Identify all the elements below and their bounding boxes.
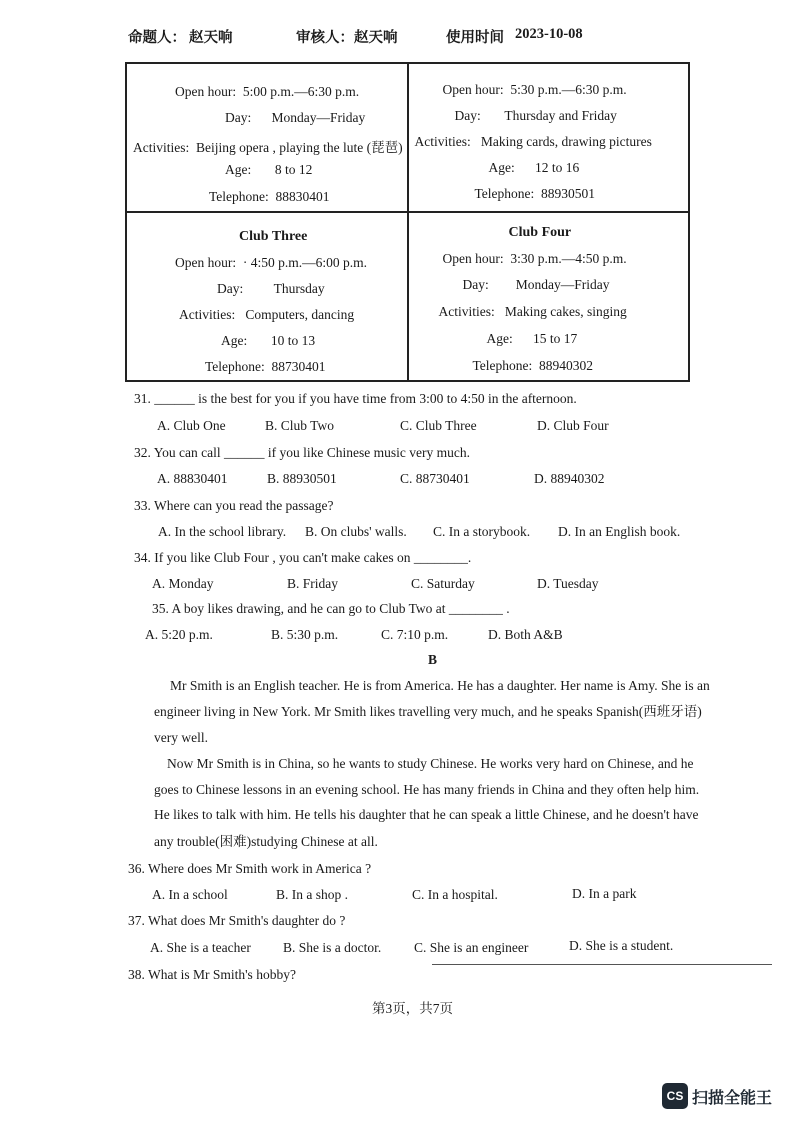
q33-option-c: C. In a storybook. bbox=[433, 524, 531, 539]
q33-option-a: A. In the school library. bbox=[158, 524, 287, 539]
passage-line-2: engineer living in New York. Mr Smith likes travelling very much, and he speaks Spanish(西班牙语) bbox=[154, 704, 702, 719]
club-four-open-hour: Open hour: 3:30 p.m.—4:50 p.m. bbox=[442, 251, 627, 266]
question-34-stem: 34. If you like Club Four , you can't make cakes on ________. bbox=[134, 550, 472, 565]
date: 2023-10-08 bbox=[515, 26, 583, 42]
club-one-open-hour: Open hour: 5:00 p.m.—6:30 p.m. bbox=[175, 84, 360, 99]
passage-line-5: goes to Chinese lessons in an evening school. He has many friends in China and they often help him. bbox=[154, 782, 700, 797]
camscanner-label: 扫描全能王 bbox=[692, 1088, 773, 1107]
club-one-day: Day: Monday—Friday bbox=[225, 110, 366, 125]
passage-line-7: any trouble(困难)studying Chinese at all. bbox=[154, 834, 378, 849]
club-four-age: Age: 15 to 17 bbox=[486, 331, 578, 346]
q34-option-b: B. Friday bbox=[287, 576, 339, 591]
club-two-day: Day: Thursday and Friday bbox=[454, 108, 617, 123]
club-four-title: Club Four bbox=[508, 225, 572, 240]
q32-option-a: A. 88830401 bbox=[157, 471, 228, 486]
club-one-age: Age: 8 to 12 bbox=[225, 162, 313, 177]
author-name: 赵天响 bbox=[189, 30, 233, 46]
club-three-day: Day: Thursday bbox=[217, 281, 325, 296]
club-three-telephone: Telephone: 88730401 bbox=[205, 359, 326, 374]
author-label: 命题人： bbox=[128, 30, 186, 46]
club-one-activities: Activities: Beijing opera , playing the lute (琵琶) bbox=[133, 140, 403, 155]
question-33-stem: 33. Where can you read the passage? bbox=[134, 498, 334, 513]
club-two-telephone: Telephone: 88930501 bbox=[474, 186, 596, 201]
club-four-cell bbox=[408, 212, 690, 381]
reviewer: 审核人：赵天响 bbox=[296, 30, 398, 46]
club-table bbox=[125, 62, 690, 382]
q37-option-d: D. She is a student. bbox=[569, 938, 674, 953]
question-35-stem: 35. A boy likes drawing, and he can go to Club Two at ________ . bbox=[152, 601, 510, 616]
q34-option-d: D. Tuesday bbox=[537, 576, 599, 591]
section-b-heading: B bbox=[428, 652, 438, 667]
camscanner-logo-icon: CS bbox=[662, 1083, 688, 1109]
q31-option-c: C. Club Three bbox=[400, 418, 477, 433]
club-three-cell bbox=[126, 212, 408, 381]
club-two-cell bbox=[408, 63, 690, 212]
q35-option-b: B. 5:30 p.m. bbox=[271, 627, 339, 642]
q32-option-b: B. 88930501 bbox=[267, 471, 337, 486]
q33-option-d: D. In an English book. bbox=[558, 524, 681, 539]
club-three-activities: Activities: Computers, dancing bbox=[179, 307, 355, 322]
q37-option-b: B. She is a doctor. bbox=[283, 940, 382, 955]
club-two-open-hour: Open hour: 5:30 p.m.—6:30 p.m. bbox=[442, 82, 627, 97]
q33-option-b: B. On clubs' walls. bbox=[305, 524, 407, 539]
passage-line-1: Mr Smith is an English teacher. He is from America. He has a daughter. Her name is Amy. She is an bbox=[170, 678, 710, 693]
date-label: 使用时间 bbox=[446, 30, 504, 46]
q36-option-c: C. In a hospital. bbox=[412, 887, 498, 902]
question-38-stem: 38. What is Mr Smith's hobby? bbox=[128, 967, 296, 982]
club-four-day: Day: Monday—Friday bbox=[462, 277, 610, 292]
club-one-telephone: Telephone: 88830401 bbox=[209, 189, 330, 204]
q36-option-d: D. In a park bbox=[572, 886, 637, 901]
passage-line-6: He likes to talk with him. He tells his daughter that he can speak a little Chinese, and he doesn't have bbox=[154, 807, 699, 822]
q32-option-d: D. 88940302 bbox=[534, 471, 605, 486]
scan-divider-line bbox=[432, 964, 772, 965]
club-three-age: Age: 10 to 13 bbox=[221, 333, 316, 348]
question-32-stem: 32. You can call ______ if you like Chinese music very much. bbox=[134, 445, 470, 460]
club-one-cell bbox=[126, 63, 408, 212]
q31-option-d: D. Club Four bbox=[537, 418, 609, 433]
passage-line-4: Now Mr Smith is in China, so he wants to study Chinese. He works very hard on Chinese, and he bbox=[167, 756, 694, 771]
question-36-stem: 36. Where does Mr Smith work in America ? bbox=[128, 861, 372, 876]
question-37-stem: 37. What does Mr Smith's daughter do ? bbox=[128, 913, 346, 928]
q32-option-c: C. 88730401 bbox=[400, 471, 470, 486]
club-three-title: Club Three bbox=[239, 229, 308, 244]
club-four-telephone: Telephone: 88940302 bbox=[472, 358, 594, 373]
q31-option-a: A. Club One bbox=[157, 418, 226, 433]
club-two-activities: Activities: Making cards, drawing pictures bbox=[414, 134, 652, 149]
q35-option-d: D. Both A&B bbox=[488, 627, 563, 642]
q37-option-a: A. She is a teacher bbox=[150, 940, 251, 955]
question-31-stem: 31. ______ is the best for you if you have time from 3:00 to 4:50 in the afternoon. bbox=[134, 391, 577, 406]
page-number: 第3页，共7页 bbox=[372, 1001, 453, 1016]
q36-option-b: B. In a shop . bbox=[276, 887, 348, 902]
q34-option-a: A. Monday bbox=[152, 576, 214, 591]
q34-option-c: C. Saturday bbox=[411, 576, 475, 591]
passage-line-3: very well. bbox=[154, 730, 208, 745]
club-three-open-hour: Open hour: · 4:50 p.m.—6:00 p.m. bbox=[175, 255, 368, 270]
q36-option-a: A. In a school bbox=[152, 887, 228, 902]
q31-option-b: B. Club Two bbox=[265, 418, 334, 433]
q37-option-c: C. She is an engineer bbox=[414, 940, 529, 955]
q35-option-c: C. 7:10 p.m. bbox=[381, 627, 449, 642]
club-two-age: Age: 12 to 16 bbox=[488, 160, 580, 175]
club-four-activities: Activities: Making cakes, singing bbox=[438, 304, 627, 319]
q35-option-a: A. 5:20 p.m. bbox=[145, 627, 213, 642]
